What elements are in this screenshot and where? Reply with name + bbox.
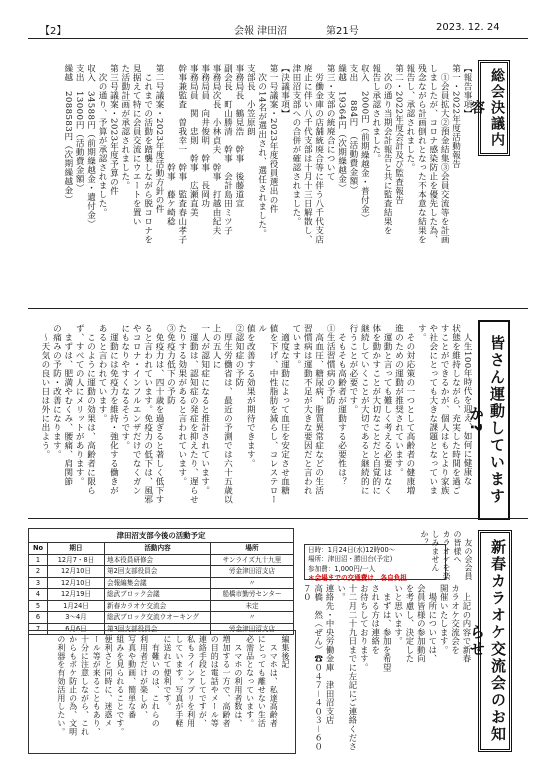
schedule-no: 3 [29, 577, 48, 589]
meeting-line: 支出 13000円（活動費金額） [74, 64, 85, 193]
editor-line: スマホは、私達高齢者 [269, 635, 279, 728]
karaoke-line: いと思います。 [393, 584, 404, 646]
schedule-activity: 総武ブロック会議 [105, 589, 211, 601]
meeting-line: 廃止に伴い八千代支部は十月十三日解散し、 [302, 64, 313, 244]
exercise-line: ②認知症の予防 [233, 324, 244, 387]
schedule-row [29, 612, 294, 624]
editor-line: 必需品となっています。 [245, 635, 255, 728]
schedule-place: 〃 [211, 612, 294, 624]
editor-line: しています。写真が手軽 [174, 635, 184, 728]
meeting-line: 次の通り当期会計報告と共に監査結果を [382, 64, 393, 235]
schedule-row [29, 554, 294, 566]
header-rule [28, 38, 528, 39]
section-title-exercise: 皆さん運動していますか? [478, 320, 510, 520]
col-header-date: 期日 [48, 543, 105, 555]
general-meeting-text [28, 64, 472, 300]
schedule-date: 12月10日 [48, 577, 105, 589]
meeting-line: 報告し承認されました。 [370, 64, 381, 163]
karaoke-place: 場所：津田沼・勝田台(予定) [308, 555, 393, 564]
schedule-place: サンライズ九十九里 [211, 554, 294, 566]
karaoke-transport-note: ＊会場までの交通費は、各自負担 [308, 574, 407, 583]
meeting-line: 第三・支部の統廃合について [325, 64, 336, 181]
schedule-caption: 津田沼支部今後の活動予定 [28, 528, 294, 542]
karaoke-line: お待ちしております。 [359, 584, 370, 672]
newsletter-name: 会報 津田沼 [234, 26, 288, 37]
schedule-place: 船橋市勤労センター [211, 589, 294, 601]
schedule-place: 未定 [211, 600, 294, 612]
exercise-line: 厚生労働省は、最近の予測では六十五歳以上の五人に [211, 324, 233, 504]
meeting-line: 第三号議案・2023年度予算の件 [108, 64, 119, 196]
meeting-line: 事務局長 鶴見浩 幹事 後藤道宣 [233, 64, 244, 208]
karaoke-intro-text [420, 530, 474, 582]
karaoke-line: まずは、参加を希望 [382, 584, 393, 672]
meeting-line: ①会員拡大②預金結集③会員交流等を計画 [439, 64, 450, 244]
schedule-date: 6月6日 [48, 623, 105, 635]
karaoke-line: 上記の内容で新春 [462, 584, 472, 664]
section-title-general-meeting: 総会決議内容 [478, 60, 510, 156]
exercise-line: 運動は、認知症の発症を抑えたり、遅らせ [188, 324, 199, 504]
meeting-line: 次の14名が選出され、選任されました。 [256, 64, 267, 238]
karaoke-body [300, 584, 472, 752]
col-header-place: 場所 [211, 543, 294, 555]
meeting-line: 見据えて特に会員交流にウエートを置い [131, 64, 142, 226]
schedule-date: 12月19日 [48, 589, 105, 601]
editor-line: 十分に注意しながら、これ [80, 635, 90, 736]
schedule-no: 2 [29, 566, 48, 578]
karaoke-intro-line: カラオケを楽しみませんか？ [420, 530, 451, 581]
meeting-line: 収入 34588円（前期繰越金・遺付金） [85, 64, 96, 229]
exercise-line: このように運動の効果は、高齢者に限ら [85, 324, 96, 495]
meeting-line: 第一・2022年度活動報告 [450, 64, 461, 169]
karaoke-line: カラオケ交流会を [450, 584, 461, 655]
karaoke-text [300, 584, 472, 752]
exercise-line: 状態を維持しながら、充実した時間を過ご [450, 324, 461, 495]
exercise-line: やコロナ・インフルエンザだけでなくガン [131, 324, 142, 495]
karaoke-line: 十二月二十九日までに左記にご連絡ください。 [336, 584, 358, 752]
meeting-line: 残念ながら計画倒れとなった不本意な結果を [416, 64, 427, 244]
section-divider-2 [28, 518, 528, 519]
schedule-date: 12月7・8日 [48, 554, 105, 566]
general-meeting-body [28, 64, 472, 300]
editor-line: の利器を有効活用したい。 [56, 635, 66, 736]
karaoke-intro [420, 530, 474, 582]
karaoke-intro-line: 友の会会員の皆様へ [453, 530, 473, 581]
exercise-line: 体を動かすことが大切なことだと自覚的に [370, 324, 381, 495]
section-title-karaoke: 新春カラオケ交流会のお知らせ [478, 530, 512, 752]
meeting-line: 繰越 19364円（次期繰越金） [336, 64, 347, 193]
karaoke-line: 高橋 然（ぜん）☎０４７－４０３－６０７０ [302, 584, 324, 751]
exercise-line: 免疫力は、四十歳を過ぎると著しく低下す [154, 324, 165, 504]
schedule-no: 5 [29, 600, 48, 612]
issue-date: 2023. 12. 24 [436, 22, 500, 33]
exercise-text [28, 324, 472, 512]
exercise-body [28, 324, 472, 512]
exercise-line: や社会にとっても大きな課題となっています。 [416, 324, 438, 495]
meeting-line: 繰越 2088583円（次期繰越金） [62, 64, 73, 205]
schedule-place: 労金津田沼支店 [211, 566, 294, 578]
schedule-header-row [29, 543, 294, 555]
editor-line: 写真や動画、簡単な番 [127, 635, 137, 719]
karaoke-line: 会員皆様の参加動向 [416, 584, 427, 664]
schedule-activity: 新春カラオケ交流会 [105, 600, 211, 612]
section-divider-1 [28, 308, 528, 309]
exercise-line: 習慣病は運動不足が大きな要因だと言われ [302, 324, 313, 495]
schedule-no: 1 [29, 554, 48, 566]
exercise-line: 一人が認知症になると推計されています。 [199, 324, 210, 495]
meeting-line: しましたが、コロナ感染防止を優先した為、 [427, 64, 438, 244]
exercise-line: ①生活習慣病の予防 [325, 324, 336, 405]
editor-line: ール等が来ることもあり、 [92, 635, 102, 736]
editor-line: スマホの利用者数は、 [233, 635, 243, 728]
karaoke-line: 場所については、 [427, 584, 438, 664]
editor-line: 利用者だけが楽しめ、 [139, 635, 149, 719]
editor-line: からもボケ防止の為、文明 [68, 635, 78, 736]
exercise-line: まずは、肥満やむくみ、腰痛、肩関節 [62, 324, 73, 486]
exercise-line: 高血圧、糖尿病、脂質異常症などの生活 [313, 324, 324, 495]
exercise-line: あると言われています。 [97, 324, 107, 423]
karaoke-line: 開催いたします。 [439, 584, 450, 655]
editor-note-text [33, 635, 291, 749]
meeting-line: 幹事 藤ケ崎稔 [165, 64, 176, 226]
exercise-line: 値を改善する効果が期待できます。 [245, 324, 256, 468]
exercise-line: 進のための運動が推奨されています。 [393, 324, 404, 477]
meeting-line: 事務局員 向井俊明 幹事 長岡功 [199, 64, 210, 208]
schedule-place: 労金津田沼支店 [211, 623, 294, 635]
exercise-line: 適度な運動によって血圧を安定させ血糖 [279, 324, 290, 495]
schedule-date: 3〜4月 [48, 612, 105, 624]
schedule-row [29, 566, 294, 578]
exercise-line: 行うことが必要です。 [347, 324, 358, 414]
schedule-no: 7 [29, 623, 48, 635]
meeting-line: 津田沼支部への合併が確認されました。 [290, 64, 301, 226]
col-header-no: No [29, 543, 48, 555]
karaoke-line: 連絡先・中央労働金庫 津田沼支店 [325, 584, 336, 725]
meeting-line: 第一号議案・2023年度役員選出の件 [268, 64, 279, 214]
editor-line: 便利さと同時に、迷惑メ [104, 635, 114, 728]
exercise-line: 運動と言っても難しく考える必要はなく [382, 324, 393, 495]
col-header-activity: 活動内容 [105, 543, 211, 555]
editor-line: 増加する一方で、高齢者 [222, 635, 232, 728]
exercise-line: その対応策の一つとして高齢者の健康増 [404, 324, 415, 495]
meeting-line: 第二・2022年度会計及び監査報告 [393, 64, 404, 205]
meeting-line: 支出 884円 （活動費金額） [347, 64, 358, 195]
exercise-line: ～天気の良い日は外に出よう。 [39, 324, 50, 459]
schedule-activity: 地本役員研修会 [105, 554, 211, 566]
exercise-line: ③免疫力低下の予防 [165, 324, 176, 405]
activity-schedule-table [28, 528, 294, 635]
exercise-line: ると言われています。免疫力の低下は、風邪 [142, 324, 153, 504]
editor-line: の目的は電話やメール等 [210, 635, 220, 728]
schedule-activity: 第2回支部役員会 [105, 566, 211, 578]
exercise-line: 運動には免疫力を維持・強化する働きが [108, 324, 119, 495]
schedule-no: 4 [29, 589, 48, 601]
karaoke-fee: 参加費：1,000円/一人 [308, 564, 376, 573]
meeting-line: 事務局員 関 忠則 幹事 広瀬直美 [188, 64, 199, 217]
editor-line: 編集後記 [281, 635, 290, 669]
meeting-line: 労働金庫の店舗統廃合等に伴う八千代支店 [313, 64, 324, 244]
editor-line: にとっても離せない生活 [257, 635, 267, 728]
meeting-line: これまでの活動を踏襲しながら脱コロナを [142, 64, 153, 244]
exercise-line: すことができるかが、個人はもとより家族 [439, 324, 450, 495]
meeting-line: 【報告事項】 [462, 64, 472, 118]
schedule-activity: 第3回支部役員会 [105, 623, 211, 635]
schedule-place: 〃 [211, 577, 294, 589]
schedule-row [29, 600, 294, 612]
exercise-line: ず、すべての人にメリットがあります。 [74, 324, 85, 486]
schedule-activity: 会報編集会議 [105, 577, 211, 589]
meeting-line: 次の通り、予算が承認されました。 [97, 64, 107, 217]
editor-note-box [28, 630, 296, 754]
meeting-line: 収入 2000円（前期繰越金・普付金） [359, 64, 370, 223]
schedule-date: 12月10日 [48, 566, 105, 578]
editor-line: に送れて便利です。 [163, 635, 173, 711]
schedule-activity: 総武ブロック交流ウオーキング [105, 612, 211, 624]
karaoke-line: される方は連絡を [370, 584, 381, 655]
schedule-date: 1月24日 [48, 600, 105, 612]
schedule-row [29, 577, 294, 589]
exercise-line: そもそも高齢者が運動する必要性は？ [336, 324, 347, 486]
editor-line: 組みを見られることです。 [115, 635, 125, 736]
schedule-row [29, 589, 294, 601]
exercise-line: にもなりやすくなるそうです。 [119, 324, 130, 450]
exercise-line: 継続していくことが大切であると継続的に [359, 324, 370, 495]
editor-line: 私もラインアプリを利用 [186, 635, 196, 728]
editor-line: 連絡手段としてですが、 [198, 635, 208, 728]
karaoke-date: 日時：1月24日(水)12時00〜 [308, 546, 396, 554]
meeting-line: 第二号議案・2023年度活動方針の件 [154, 64, 165, 214]
exercise-line: ています。 [290, 324, 301, 369]
editor-line: 有難いのは、これらの [151, 635, 161, 728]
meeting-line: 幹事兼監査 曽我幸一 幹事 監査春山孝子 [176, 64, 187, 244]
exercise-line: の痛みの予防・改善になります。 [51, 324, 62, 459]
exercise-line: たりする効果があると言われています。 [176, 324, 187, 486]
exercise-line: 人生100年時代を迎え、如何に健康な [462, 324, 472, 486]
meeting-line: 支部長 小笠原朗 [245, 64, 256, 136]
karaoke-line: を考慮し、決定した [404, 584, 415, 664]
issue-number: 第21号 [326, 26, 359, 37]
meeting-line: 事務局次長 小林貞夫 幹事 打越由紀夫 [211, 64, 222, 235]
meeting-line: 【決議事項】 [279, 64, 290, 118]
page-number: 【2】 [40, 26, 67, 37]
schedule-no: 6 [29, 612, 48, 624]
meeting-line: た活動計画が承認されました。 [119, 64, 130, 190]
exercise-line: 値を下げ、中性脂肪を減らし、コレステロール [256, 324, 279, 504]
meeting-line: 報告し、承認されました。 [404, 64, 415, 172]
meeting-line: 副会長 町山勝清 幹事 会計島田ミツ子 [222, 64, 233, 235]
